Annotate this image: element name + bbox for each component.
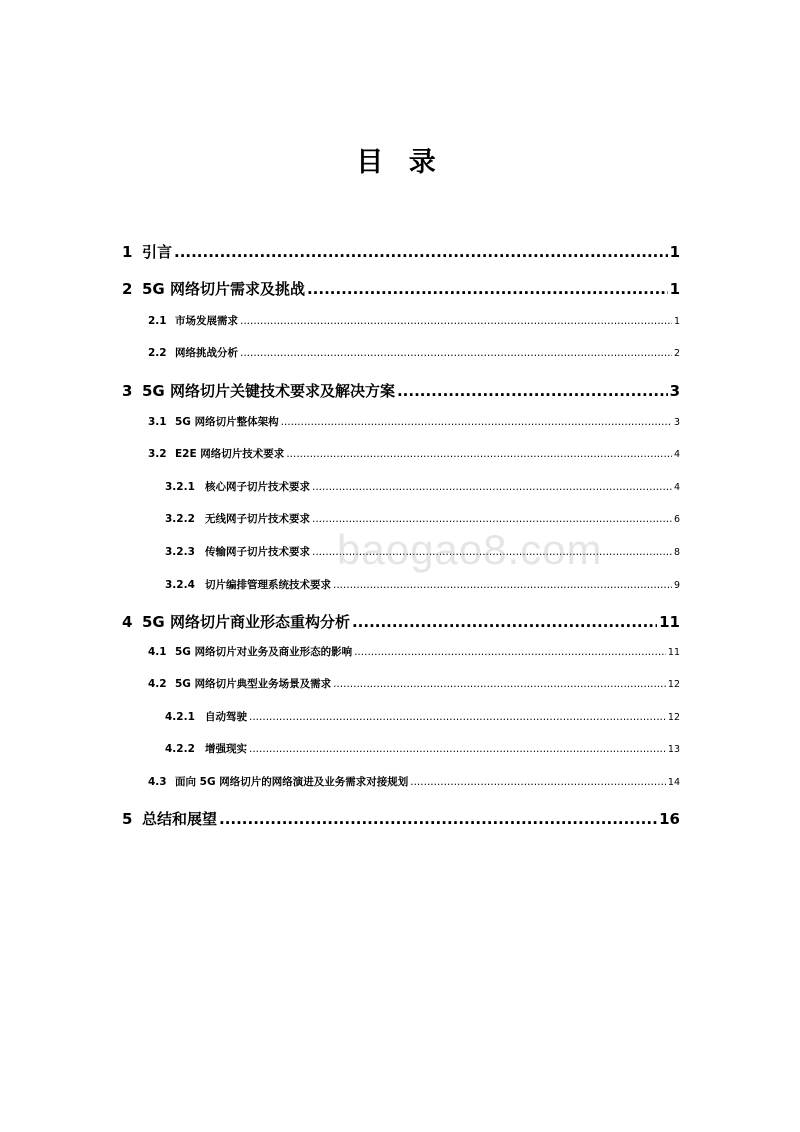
watermark: baogao8.com [337,526,603,573]
toc-dot-leader [286,448,672,460]
toc-entry-label: 传输网子切片技术要求 [205,546,310,558]
toc-entry-number: 3.1 [148,416,167,428]
toc-entry-number: 4.2.2 [165,743,195,755]
toc-entry-page-number: 9 [673,580,680,591]
toc-entry-number: 3.2.2 [165,513,195,525]
toc-dot-leader [281,416,672,428]
toc-entry-label: 5G 网络切片商业形态重构分析 [142,613,350,631]
page-title: 目 录 [356,147,444,178]
toc-entry-number: 5 [122,810,133,828]
toc-dot-leader [397,382,668,400]
toc-entry[interactable] [122,278,680,299]
toc-entry-label: 5G 网络切片典型业务场景及需求 [175,678,332,690]
toc-entry-page-number: 3 [673,417,680,428]
toc-entry-page-number: 1 [673,316,680,327]
toc-dot-leader [240,315,672,327]
toc-dot-leader [333,579,672,591]
toc-entry[interactable] [148,676,680,691]
toc-entry-number: 2 [122,280,133,298]
toc-entry[interactable] [165,577,680,592]
toc-entry-label: 增强现实 [205,743,247,755]
toc-entry-page-number: 12 [667,679,680,690]
toc-dot-leader [312,513,672,525]
toc-entry-number: 2.2 [148,347,167,359]
toc-entry-number: 2.1 [148,315,167,327]
toc-entry-number: 3 [122,382,133,400]
toc-entry-label: 5G 网络切片对业务及商业形态的影响 [175,646,353,658]
toc-entry-page-number: 1 [669,243,680,261]
toc-dot-leader [240,347,672,359]
toc-entry-label: 5G 网络切片整体架构 [175,416,279,428]
toc-entry-number: 1 [122,243,133,261]
toc-entry-number: 4.1 [148,646,167,658]
toc-entry[interactable] [148,774,680,789]
toc-entry-page-number: 8 [673,547,680,558]
toc-entry-page-number: 11 [667,647,680,658]
toc-entry[interactable] [148,644,680,659]
toc-entry-label: 自动驾驶 [205,711,247,723]
toc-dot-leader [249,711,666,723]
toc-entry-label: 面向 5G 网络切片的网络演进及业务需求对接规划 [175,776,409,788]
toc-entry-number: 3.2.3 [165,546,195,558]
toc-entry-label: 5G 网络切片需求及挑战 [142,280,305,298]
toc-entry-number: 3.2.4 [165,579,195,591]
toc-entry-label: E2E 网络切片技术要求 [175,448,285,460]
toc-entry[interactable] [165,709,680,724]
toc-entry-number: 4.3 [148,776,167,788]
toc-entry-number: 4.2.1 [165,711,195,723]
toc-dot-leader [312,481,672,493]
toc-dot-leader [354,646,666,658]
toc-entry[interactable] [165,479,680,494]
toc-entry-page-number: 16 [659,810,680,828]
toc-entry-page-number: 3 [669,382,680,400]
toc-dot-leader [219,810,657,828]
toc-entry[interactable] [165,741,680,756]
toc-entry[interactable] [122,380,680,401]
toc-dot-leader [333,678,666,690]
toc-entry-page-number: 14 [667,777,680,788]
toc-entry[interactable] [148,446,680,461]
toc-dot-leader [307,280,668,298]
toc-entry[interactable] [165,544,680,559]
toc-dot-leader [249,743,666,755]
toc-entry[interactable] [122,808,680,829]
toc-entry[interactable] [122,611,680,632]
toc-entry-page-number: 4 [673,482,680,493]
toc-dot-leader [410,776,666,788]
toc-entry-label: 核心网子切片技术要求 [205,481,310,493]
toc-entry-page-number: 4 [673,449,680,460]
toc-entry[interactable] [122,241,680,262]
toc-entry-number: 4.2 [148,678,167,690]
toc-entry[interactable] [165,511,680,526]
toc-dot-leader [312,546,672,558]
toc-entry-label: 切片编排管理系统技术要求 [205,579,331,591]
toc-entry-page-number: 12 [667,712,680,723]
toc-entry-page-number: 2 [673,348,680,359]
toc-entry[interactable] [148,345,680,360]
toc-entry-number: 3.2.1 [165,481,195,493]
toc-entry-page-number: 11 [659,613,680,631]
toc-entry-label: 无线网子切片技术要求 [205,513,310,525]
toc-entry-label: 5G 网络切片关键技术要求及解决方案 [142,382,395,400]
toc-entry-label: 市场发展需求 [175,315,238,327]
toc-entry-number: 3.2 [148,448,167,460]
toc-entry[interactable] [148,414,680,429]
toc-dot-leader [352,613,657,631]
toc-entry-page-number: 1 [669,280,680,298]
toc-entry-label: 引言 [142,243,173,261]
toc-entry-label: 总结和展望 [142,810,218,828]
toc-entry[interactable] [148,313,680,328]
toc-entry-page-number: 13 [667,744,680,755]
toc-dot-leader [174,243,668,261]
toc-entry-number: 4 [122,613,133,631]
toc-entry-label: 网络挑战分析 [175,347,238,359]
toc-entry-page-number: 6 [673,514,680,525]
